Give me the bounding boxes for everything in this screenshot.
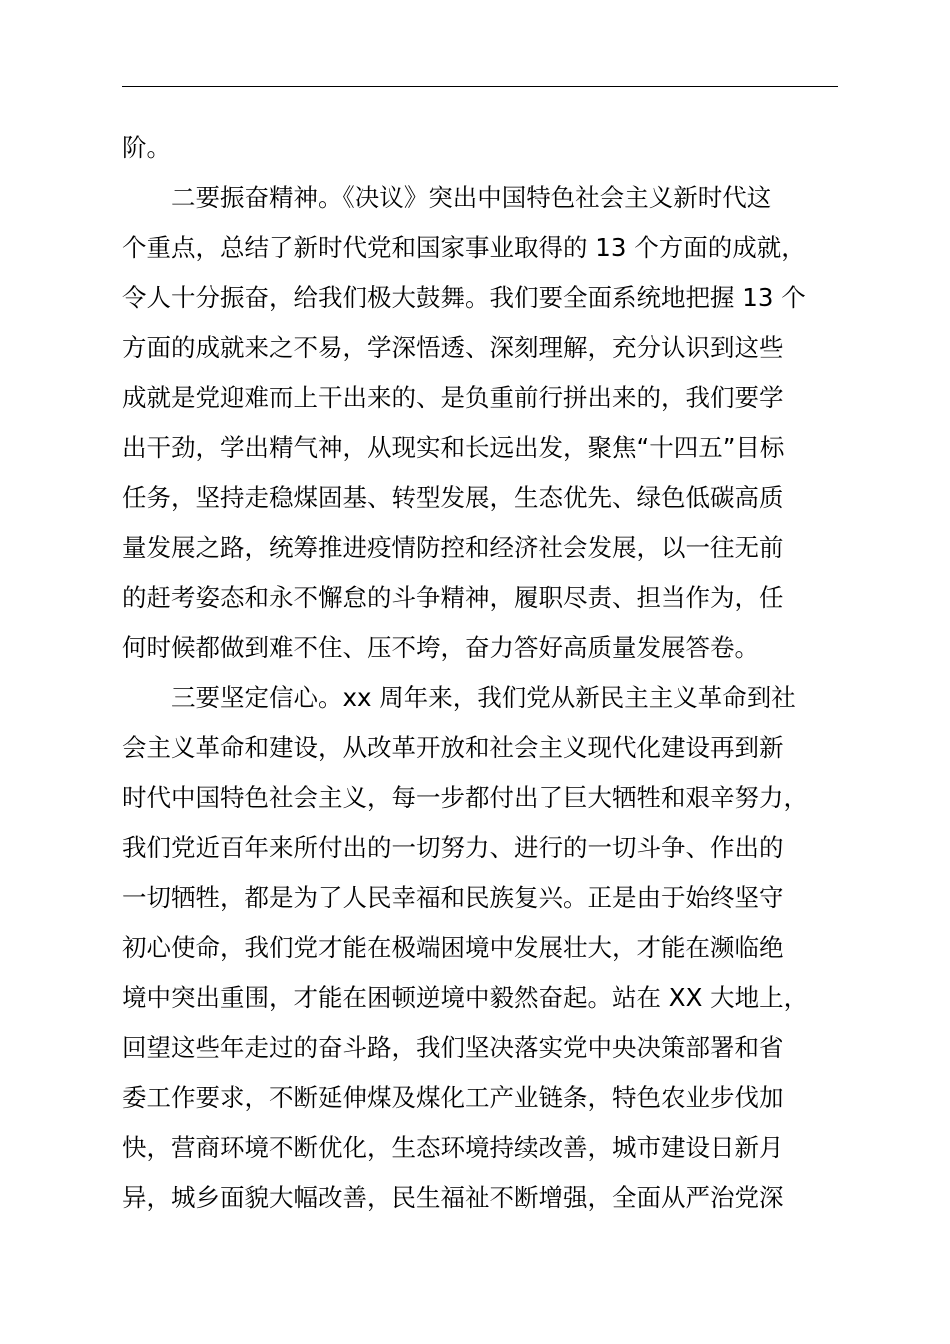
text-line: 阶。 xyxy=(122,133,171,162)
text-line: 量发展之路，统筹推进疫情防控和经济社会发展，以一往无前 xyxy=(122,533,784,562)
text-line: 出干劲，学出精气神，从现实和长远出发，聚焦“十四五”目标 xyxy=(122,433,785,462)
text-line: 个重点，总结了新时代党和国家事业取得的 13 个方面的成就， xyxy=(122,233,806,262)
text-line: 快，营商环境不断优化，生态环境持续改善，城市建设日新月 xyxy=(122,1133,784,1162)
text-line: 令人十分振奋，给我们极大鼓舞。我们要全面系统地把握 13 个 xyxy=(122,283,806,312)
text-line: 会主义革命和建设，从改革开放和社会主义现代化建设再到新 xyxy=(122,733,784,762)
text-line: 我们党近百年来所付出的一切努力、进行的一切斗争、作出的 xyxy=(122,833,784,862)
text-line: 何时候都做到难不住、压不垮，奋力答好高质量发展答卷。 xyxy=(122,633,759,662)
text-line: 任务，坚持走稳煤固基、转型发展，生态优先、绿色低碳高质 xyxy=(122,483,784,512)
text-line: 的赶考姿态和永不懈怠的斗争精神，履职尽责、担当作为，任 xyxy=(122,583,784,612)
text-line: 时代中国特色社会主义，每一步都付出了巨大牺牲和艰辛努力， xyxy=(122,783,808,812)
paragraph-2-first-line: 二要振奋精神。《决议》突出中国特色社会主义新时代这 xyxy=(171,183,772,212)
text-line: 委工作要求，不断延伸煤及煤化工产业链条，特色农业步伐加 xyxy=(122,1083,784,1112)
text-line: 异，城乡面貌大幅改善，民生福祉不断增强，全面从严治党深 xyxy=(122,1183,784,1212)
text-line: 回望这些年走过的奋斗路，我们坚决落实党中央决策部署和省 xyxy=(122,1033,784,1062)
header-rule xyxy=(122,86,838,87)
paragraph-3-first-line: 三要坚定信心。xx 周年来，我们党从新民主主义革命到社 xyxy=(171,683,796,712)
text-line: 初心使命，我们党才能在极端困境中发展壮大，才能在濒临绝 xyxy=(122,933,784,962)
text-line: 境中突出重围，才能在困顿逆境中毅然奋起。站在 XX 大地上， xyxy=(122,983,809,1012)
text-line: 一切牺牲，都是为了人民幸福和民族复兴。正是由于始终坚守 xyxy=(122,883,784,912)
text-line: 成就是党迎难而上干出来的、是负重前行拼出来的，我们要学 xyxy=(122,383,784,412)
text-line: 方面的成就来之不易，学深悟透、深刻理解，充分认识到这些 xyxy=(122,333,784,362)
